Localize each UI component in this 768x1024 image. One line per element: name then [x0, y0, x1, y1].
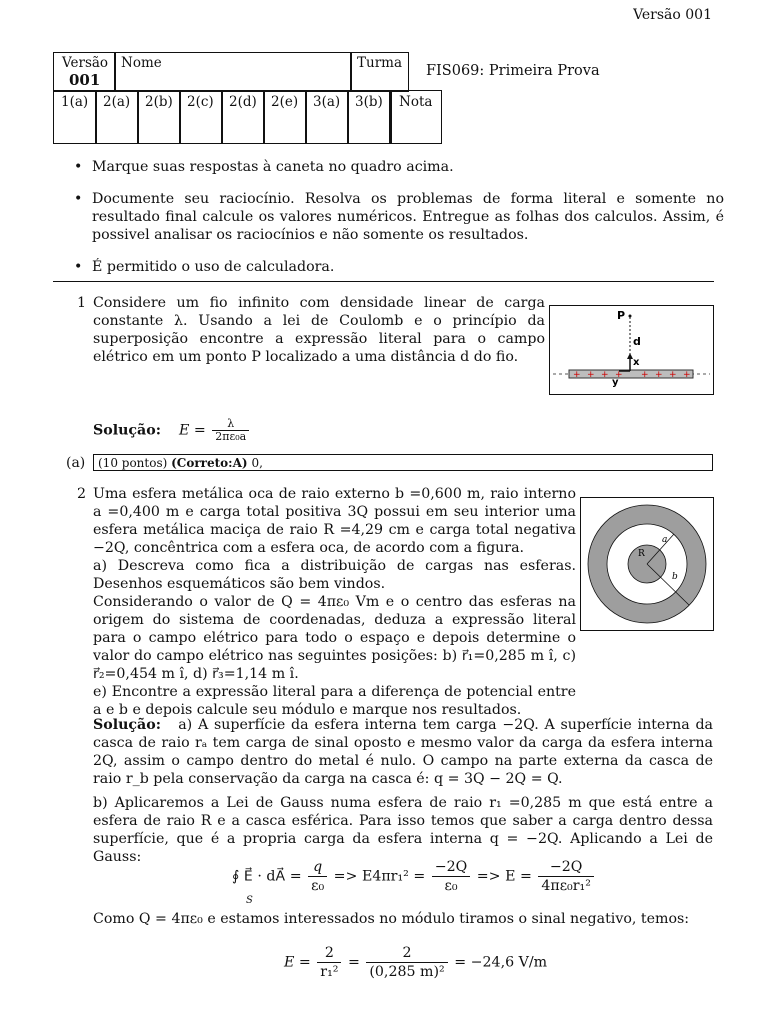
point-label: P: [617, 309, 626, 322]
instruction-item: • Marque suas respostas à caneta no quadro acima.: [74, 158, 724, 176]
answer-cell-2d[interactable]: [221, 90, 265, 144]
radius-a-label: a: [662, 535, 668, 545]
answer-cell-label: 2(a): [103, 94, 131, 110]
svg-text:+: +: [601, 370, 609, 380]
answer-cell-2a[interactable]: [95, 90, 139, 144]
answer-cell-2c[interactable]: [179, 90, 223, 144]
gauss-fraction-2: [432, 858, 471, 895]
final-equation: E = $\frac{2}{\text{r₁²}}$ = $\frac{2}{\text{(0,285 m)²}}$ = −24,6 V/m: [284, 945, 548, 980]
svg-text:+: +: [683, 370, 691, 380]
answer-cell-label: 2(e): [271, 94, 299, 110]
solution-lhs: E =: [179, 422, 206, 439]
version-heading: Versão: [62, 55, 109, 71]
fraction-denominator: 4πε₀r₁²: [541, 878, 591, 894]
gauss-lhs: ∮ E⃗ · dA⃗ =: [232, 868, 302, 885]
course-title: FIS069: Primeira Prova: [426, 63, 600, 79]
section-divider: [53, 281, 714, 282]
fraction-numerator: 2: [317, 944, 341, 963]
svg-text:+: +: [615, 370, 623, 380]
question-1-solution: [93, 418, 713, 443]
x-axis-label: x: [633, 357, 640, 368]
final-fraction-2: [366, 944, 447, 981]
solution-a-text: a) A superfície da esfera interna tem carga −2Q. A superfície interna da casca de raio rₐ tem carga de sinal oposto e mesmo valor da carga da esfera interna 2Q, assim o campo dentro do metal é nulo. O campo na parte externa da casca de raio r_b pela conservação da carga na casca é: q = 3Q − 2Q = Q.: [93, 717, 713, 787]
question-1-text: Considere um fio infinito com densidade linear de carga constante λ. Usando a lei de Coulomb e o princípio da superposição encontre a expressão literal para o campo elétrico em um ponto P localizado a uma distância d do fio.: [93, 295, 545, 365]
radius-b-label: b: [672, 572, 678, 582]
answer-value: 0,: [251, 456, 263, 470]
answer-points: (10 pontos): [98, 456, 168, 470]
answer-cell-label: 3(b): [355, 94, 383, 110]
page-version-label: Versão 001: [633, 7, 712, 23]
solution-label: Solução:: [93, 422, 161, 439]
answer-cell-label: 2(b): [145, 94, 173, 110]
gauss-equation: [232, 858, 596, 906]
gauss-fraction-3: [538, 858, 594, 895]
question-2-item-b: Considerando o valor de Q = 4πε₀ Vm e o centro das esferas na origem do sistema de coordenadas, deduza a expressão literal para o campo elétrico para todo o espaço e depois determine o valor do campo elétrico nas seguintes posições: b) r⃗₁=0,285 m î, c) r⃗₂=0,454 m î, d) r⃗₃=1,14 m î.: [93, 594, 576, 682]
question-2-solution-b: b) Aplicaremos a Lei de Gauss numa esfera de raio r₁ =0,285 m que está entre a esfera de raio R e a casca esférica. Para isso temos que saber a carga dentro dessa superfície, que é a propria carga da esfera interna q = −2Q. Aplicando a Lei de Gauss:: [93, 795, 713, 865]
fraction-denominator: r₁²: [320, 964, 339, 980]
answer-cell-3a[interactable]: [305, 90, 349, 144]
final-result: = −24,6 V/m: [454, 954, 548, 971]
svg-text:+: +: [641, 370, 649, 380]
distance-label: d: [633, 335, 641, 348]
instructions-list: [74, 158, 724, 290]
answer-cell-1a[interactable]: [53, 90, 97, 144]
final-lhs: E =: [284, 954, 311, 971]
final-fraction-1: [317, 944, 341, 981]
version-value: 001: [69, 71, 101, 89]
solution-label: Solução:: [93, 717, 161, 733]
question-2-text: [93, 485, 576, 719]
gauss-fraction-1: [308, 858, 327, 895]
fraction-denominator: ε₀: [444, 878, 458, 894]
version-cell: [53, 52, 116, 92]
svg-text:+: +: [655, 370, 663, 380]
instruction-item: • Documente seu raciocínio. Resolva os problemas de forma literal e somente no resultado final calcule os valores numéricos. Entregue as folhas dos calculos. Assim, é possivel analisar os raciocínios e não somente os resultados.: [74, 190, 724, 244]
class-field[interactable]: [350, 52, 409, 92]
question-2-solution-a: [93, 716, 713, 788]
svg-text:+: +: [573, 370, 581, 380]
class-heading: Turma: [357, 55, 403, 71]
fraction-numerator: −2Q: [538, 858, 594, 877]
answer-cell-label: Nota: [399, 94, 433, 110]
instruction-item: • É permitido o uso de calculadora.: [74, 258, 724, 276]
solution-fraction: [212, 418, 249, 443]
sign-note: Como Q = 4πε₀ e estamos interessados no módulo tiramos o sinal negativo, temos:: [93, 911, 690, 927]
question-2-item-a: a) Descreva como fica a distribuição de cargas nas esferas. Desenhos esquemáticos são bem vindos.: [93, 558, 576, 592]
inner-radius-label: R: [638, 549, 645, 559]
answer-cell-label: 3(a): [313, 94, 341, 110]
y-axis-label: y: [612, 377, 619, 388]
answer-cell-2b[interactable]: [137, 90, 181, 144]
fraction-denominator: ε₀: [311, 878, 325, 894]
fraction-denominator: (0,285 m)²: [369, 964, 445, 980]
surface-subscript: S: [246, 895, 253, 906]
svg-text:+: +: [669, 370, 677, 380]
answer-tag: (a): [66, 455, 86, 471]
fraction-numerator: q: [313, 859, 323, 875]
svg-text:+: +: [587, 370, 595, 380]
answer-cell-Nota[interactable]: [389, 90, 442, 144]
line-charge-figure: [549, 305, 714, 395]
question-2-item-e: e) Encontre a expressão literal para a diferença de potencial entre a e b e depois calcule seu módulo e marque nos resultados.: [93, 684, 576, 718]
answer-cell-3b[interactable]: [347, 90, 391, 144]
fraction-numerator: −2Q: [432, 858, 471, 877]
name-field[interactable]: [114, 52, 352, 92]
answer-cell-label: 2(c): [187, 94, 214, 110]
answer-cell-label: 1(a): [61, 94, 89, 110]
answer-box-1a[interactable]: [93, 454, 713, 471]
answer-correct: (Correto:A): [171, 456, 248, 470]
spheres-figure: [580, 497, 714, 631]
fraction-numerator: 2: [366, 944, 447, 963]
answer-cell-2e[interactable]: [263, 90, 307, 144]
answer-cell-label: 2(d): [229, 94, 257, 110]
name-heading: Nome: [121, 55, 162, 71]
gauss-middle: => E4πr₁² =: [333, 868, 426, 885]
fraction-denominator: 2πε₀a: [215, 430, 247, 443]
question-1-number: 1: [77, 295, 87, 311]
gauss-middle-2: => E =: [476, 868, 532, 885]
fraction-numerator: λ: [212, 418, 249, 431]
question-2-intro: Uma esfera metálica oca de raio externo b =0,600 m, raio interno a =0,400 m e carga total positiva 3Q possui em seu interior uma esfera metálica maciça de raio R =4,29 cm e carga total negativa −2Q, concêntrica com a esfera oca, de acordo com a figura.: [93, 486, 576, 556]
question-2-number: 2: [77, 486, 87, 502]
